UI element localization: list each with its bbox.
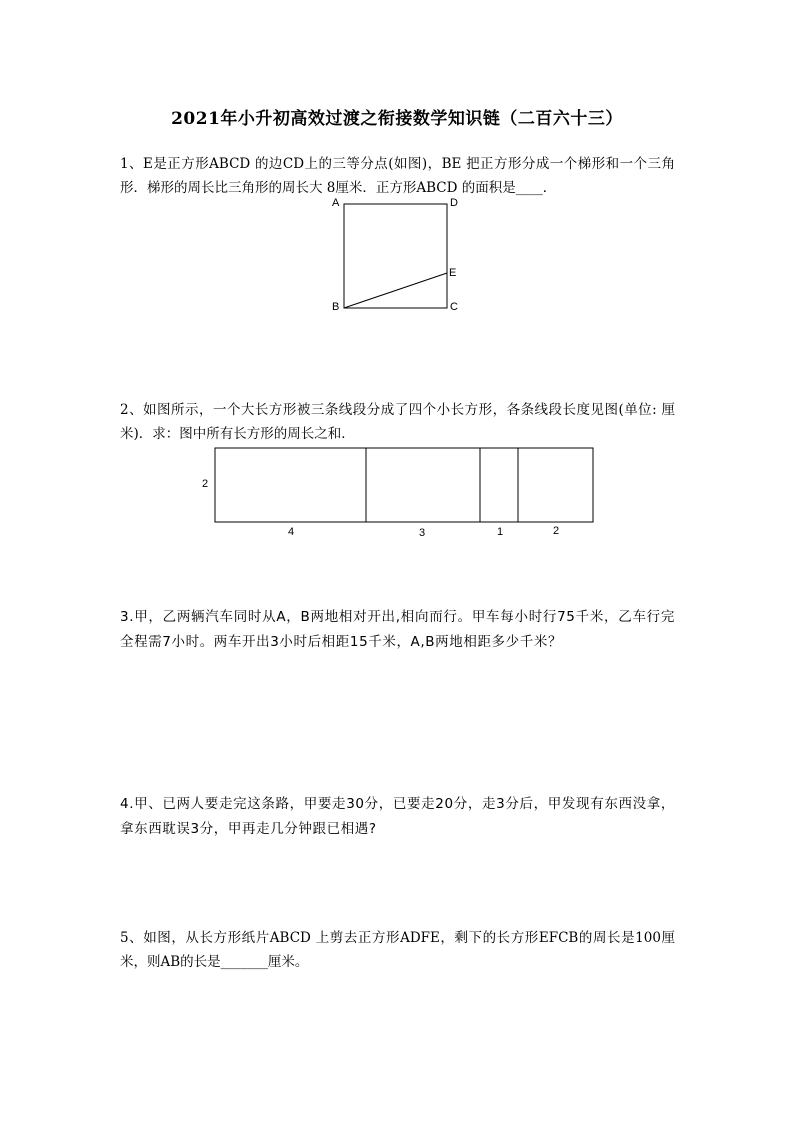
- question-3-text: 3.甲，乙两辆汽车同时从A，B两地相对开出,相向而行。甲车每小时行75千米，乙车行完全程需7小时。两车开出3小时后相距15千米，A,B两地相距多少千米？: [120, 609, 675, 650]
- page-title: 2021年小升初高效过渡之衔接数学知识链（二百六十三）: [171, 109, 623, 129]
- segment-be: [344, 273, 447, 308]
- segment-label-3: 1: [497, 526, 504, 538]
- label-c: C: [450, 301, 458, 313]
- height-label: 2: [202, 478, 209, 490]
- label-a: A: [332, 197, 340, 209]
- question-4-text: 4.甲、已两人要走完这条路，甲要走30分，已要走20分，走3分后，甲发现有东西没拿，拿东西耽误3分，甲再走几分钟跟已相遇?: [120, 796, 675, 837]
- label-d: D: [450, 197, 458, 209]
- segment-label-4: 2: [553, 525, 560, 537]
- question-5-text: 5、如图，从长方形纸片ABCD 上剪去正方形ADFE，剩下的长方形EFCB的周长是100厘米，则AB的长是_______厘米。: [120, 930, 675, 970]
- segment-label-1: 4: [288, 526, 295, 538]
- question-1-text: 1、E是正方形ABCD 的边CD上的三等分点(如图)，BE 把正方形分成一个梯形和一个三角形．梯形的周长比三角形的周长大 8厘米．正方形ABCD 的面积是____．: [120, 156, 675, 196]
- segment-label-2: 3: [419, 527, 426, 539]
- square-abcd: [344, 204, 447, 308]
- big-rectangle: [215, 448, 593, 522]
- question-2-text: 2、如图所示，一个大长方形被三条线段分成了四个小长方形，各条线段长度见图(单位: 厘米)．求：图中所有长方形的周长之和．: [120, 402, 675, 442]
- label-b: B: [332, 301, 340, 313]
- label-e: E: [449, 267, 457, 279]
